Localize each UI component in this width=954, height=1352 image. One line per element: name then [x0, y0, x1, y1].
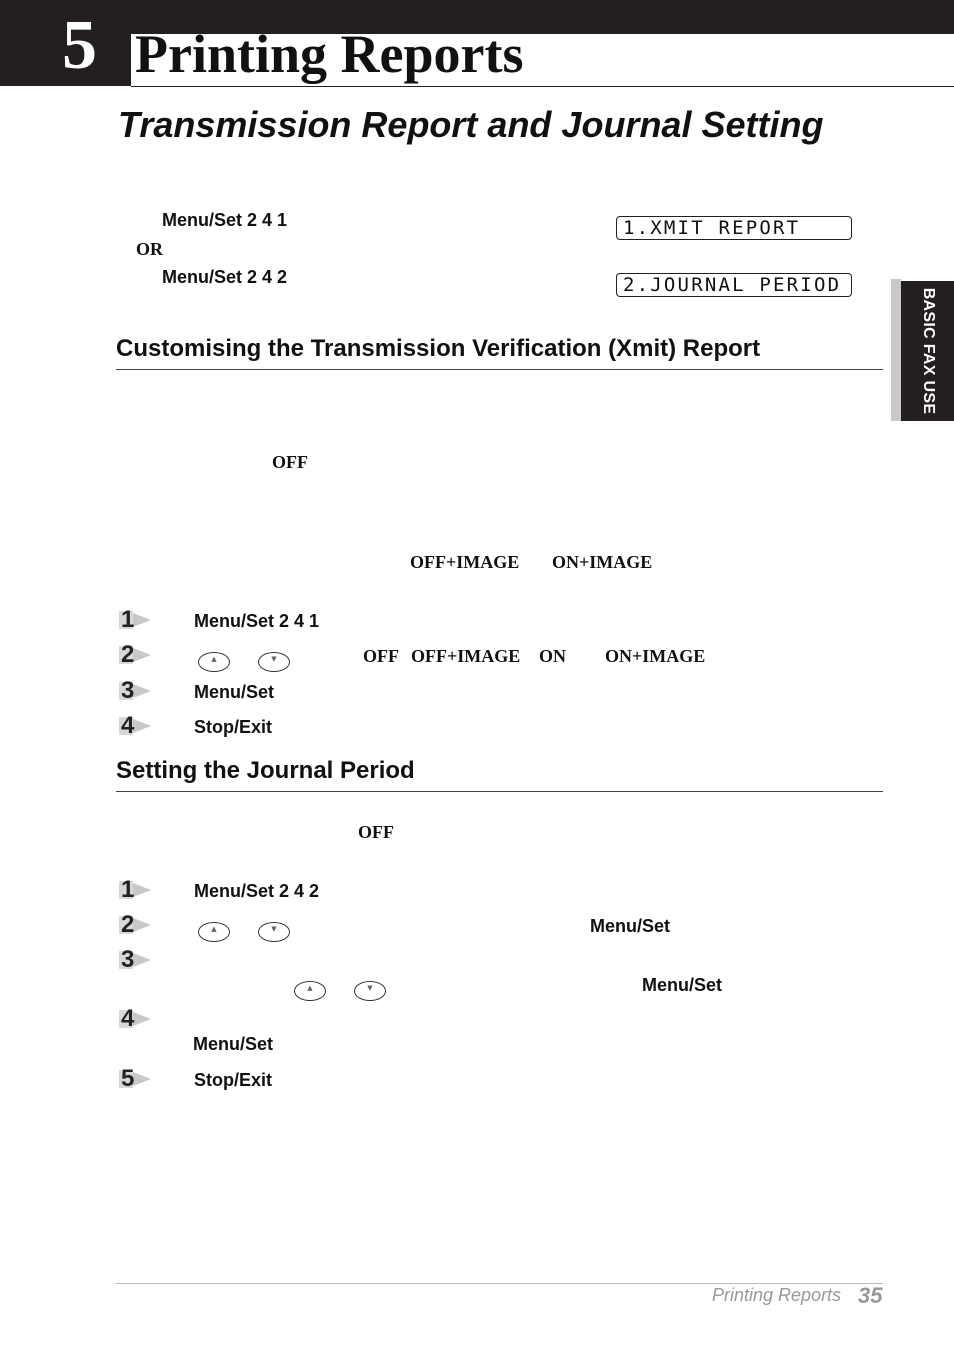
xmit-step-2-marker: 2 [119, 643, 153, 669]
journal-step-2-text: Menu/Set [590, 916, 671, 936]
journal-heading-rule [116, 791, 883, 792]
xmit-default-off: OFF [272, 452, 308, 472]
xmit-on-image: ON+IMAGE [552, 552, 653, 572]
journal-step-1-text: Menu/Set 2 4 2 [194, 881, 320, 901]
journal-step-5-text: Stop/Exit [194, 1070, 273, 1090]
journal-step-1-marker: 1 [119, 878, 153, 904]
menu-or: OR [136, 239, 163, 259]
down-arrow-key-icon: ▼ [258, 652, 290, 672]
chapter-number: 5 [62, 7, 97, 84]
section-title: Transmission Report and Journal Setting [118, 104, 824, 145]
journal-step-5-marker: 5 [119, 1067, 153, 1093]
xmit-option-on-image: ON+IMAGE [605, 646, 706, 666]
xmit-option-off-image: OFF+IMAGE [411, 646, 521, 666]
up-arrow-key-icon: ▲ [198, 652, 230, 672]
footer-label: Printing Reports [712, 1285, 842, 1305]
xmit-off-image: OFF+IMAGE [410, 552, 520, 572]
footer-rule [116, 1283, 883, 1284]
lcd-display-xmit: 1.XMIT REPORT [616, 216, 852, 240]
journal-step-2-marker: 2 [119, 913, 153, 939]
journal-default-off: OFF [358, 822, 394, 842]
xmit-step-1-marker: 1 [119, 608, 153, 634]
side-tab-label: BASIC FAX USE [920, 287, 937, 415]
xmit-step-4-text: Stop/Exit [194, 717, 273, 737]
journal-step-3-text: Menu/Set [642, 975, 723, 995]
chapter-title: Printing Reports [135, 24, 524, 84]
journal-step-4-marker: 4 [119, 1007, 153, 1033]
xmit-step-3-text: Menu/Set [194, 682, 275, 702]
xmit-step-4-marker: 4 [119, 714, 153, 740]
xmit-heading-rule [116, 369, 883, 370]
down-arrow-key-icon: ▼ [258, 922, 290, 942]
xmit-option-on: ON [539, 646, 566, 666]
lcd-display-journal: 2.JOURNAL PERIOD [616, 273, 852, 297]
journal-heading: Setting the Journal Period [116, 757, 415, 784]
xmit-step-1-text: Menu/Set 2 4 1 [194, 611, 320, 631]
up-arrow-key-icon: ▲ [198, 922, 230, 942]
menu-path-journal: Menu/Set 2 4 2 [162, 267, 288, 287]
up-arrow-key-icon: ▲ [294, 981, 326, 1001]
side-tab-shadow [891, 279, 901, 421]
menu-path-xmit: Menu/Set 2 4 1 [162, 210, 288, 230]
xmit-heading: Customising the Transmission Verification (Xmit) Report [116, 335, 761, 362]
xmit-option-off: OFF [363, 646, 399, 666]
page-number: 35 [858, 1283, 883, 1308]
xmit-step-3-marker: 3 [119, 679, 153, 705]
down-arrow-key-icon: ▼ [354, 981, 386, 1001]
journal-step-3-marker: 3 [119, 948, 153, 974]
journal-step-4-text: Menu/Set [193, 1034, 274, 1054]
